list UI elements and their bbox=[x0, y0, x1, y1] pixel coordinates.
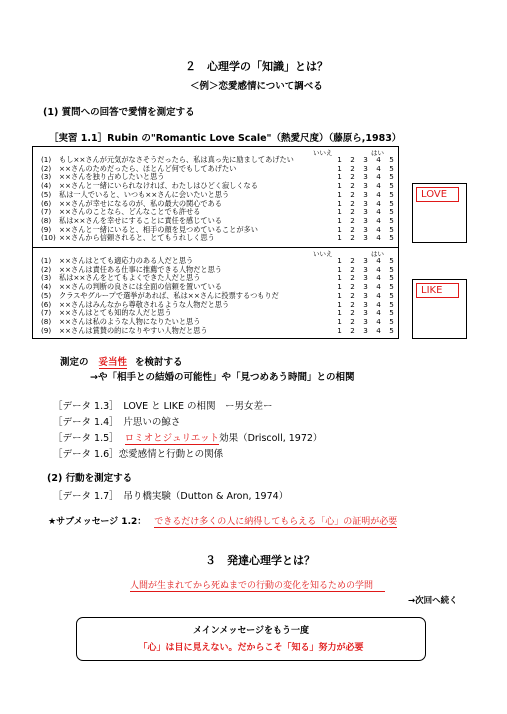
scale-option[interactable]: 2 bbox=[350, 198, 355, 208]
item-text: ××さんは私のような人物になりたいと思う bbox=[59, 316, 201, 326]
love-label: LOVE bbox=[416, 187, 459, 202]
scale-option[interactable]: 5 bbox=[389, 215, 394, 225]
scale-option[interactable]: 5 bbox=[389, 224, 394, 234]
scale-option[interactable]: 2 bbox=[350, 256, 355, 265]
scale-option[interactable]: 2 bbox=[350, 282, 355, 292]
section3-title: ３ 発達心理学とは？ bbox=[205, 554, 315, 567]
data13-line: ［データ 1.3］ LOVE と LIKE の相関 ー男女差ー bbox=[53, 401, 273, 412]
item-text: ××さんは賞賛の的になりやすい人物だと思う bbox=[59, 325, 208, 335]
item-number: (4) bbox=[41, 282, 52, 292]
item-text: ××さんの判断の良さには全面の信頼を置いている bbox=[59, 282, 222, 292]
scale-no-label: いいえ bbox=[313, 250, 333, 258]
item-number: (1) bbox=[41, 256, 52, 265]
scale-option[interactable]: 1 bbox=[337, 256, 342, 265]
item-scale-numbers[interactable] bbox=[333, 234, 398, 243]
item-text: 私は××さんを幸せにすることに責任を感じている bbox=[59, 215, 222, 225]
example-title: ＜例＞恋愛感情について調べる bbox=[190, 81, 323, 92]
scale-no-label: いいえ bbox=[313, 149, 333, 157]
data15-red: ロミオとジュリエット bbox=[124, 433, 220, 444]
scale-option[interactable]: 2 bbox=[350, 264, 355, 274]
item-text: ××さんが幸せになるのが、私の最大の関心である bbox=[59, 198, 222, 208]
scale-option[interactable]: 2 bbox=[350, 189, 355, 199]
like-label: LIKE bbox=[416, 283, 459, 298]
sub2-title: (2) 行動を測定する bbox=[47, 473, 133, 484]
scale-option[interactable]: 5 bbox=[389, 198, 394, 208]
item-text: ××さんは責任ある仕事に推薦できる人物だと思う bbox=[59, 264, 222, 274]
scale-option[interactable]: 2 bbox=[350, 325, 355, 335]
item-text: ××さんと一緒にいると、相手の顔を見つめていることが多い bbox=[59, 224, 258, 234]
validity-suffix: を検討する bbox=[135, 357, 183, 368]
like-scale-box bbox=[32, 247, 399, 339]
scale-option[interactable]: 4 bbox=[376, 198, 381, 208]
scale-option[interactable]: 3 bbox=[363, 273, 368, 283]
item-text: もし××さんが元気がなさそうだったら、私は真っ先に励ましてあげたい bbox=[59, 155, 294, 164]
item-text: ××さんと一緒にいられなければ、わたしはひどく寂しくなる bbox=[59, 181, 258, 191]
item-number: (6) bbox=[41, 299, 52, 309]
data16-line: ［データ 1.6］恋愛感情と行動との関係 bbox=[53, 449, 224, 460]
scale-option[interactable]: 3 bbox=[363, 282, 368, 292]
data15-prefix: ［データ 1.5］ bbox=[53, 433, 119, 444]
main-message-red: 「心」は目に見えない。だからこそ「知る」努力が必要 bbox=[138, 643, 364, 653]
item-number: (7) bbox=[41, 207, 52, 217]
scale-option[interactable]: 3 bbox=[363, 181, 368, 191]
scale-option[interactable]: 2 bbox=[350, 224, 355, 234]
scale-option[interactable]: 3 bbox=[363, 198, 368, 208]
scale-option[interactable]: 2 bbox=[350, 163, 355, 173]
scale-option[interactable]: 4 bbox=[376, 181, 381, 191]
scale-option[interactable]: 5 bbox=[389, 308, 394, 318]
item-number: (7) bbox=[41, 308, 52, 318]
sub1-title: (1) 質問への回答で愛情を測定する bbox=[43, 107, 195, 118]
scale-option[interactable]: 3 bbox=[363, 163, 368, 173]
scale-option[interactable]: 1 bbox=[337, 273, 342, 283]
scale-item bbox=[41, 234, 215, 243]
data15-suffix: 効果（Driscoll, 1972） bbox=[219, 433, 323, 444]
item-text: ××さんのことなら、どんなことでも許せる bbox=[59, 207, 201, 217]
scale-option[interactable]: 1 bbox=[337, 215, 342, 225]
scale-option[interactable]: 5 bbox=[389, 181, 394, 191]
scale-option[interactable]: 4 bbox=[376, 316, 381, 326]
scale-option[interactable]: 1 bbox=[337, 207, 342, 217]
next-time: →次回へ続く bbox=[408, 596, 458, 606]
scale-option[interactable]: 2 bbox=[350, 155, 355, 164]
scale-option[interactable]: 3 bbox=[363, 189, 368, 199]
scale-option[interactable]: 2 bbox=[350, 308, 355, 318]
scale-yes-label: はい bbox=[371, 149, 384, 157]
scale-option[interactable]: 5 bbox=[389, 325, 394, 335]
item-text: ××さんはとても知的な人だと思う bbox=[59, 308, 172, 318]
scale-option[interactable]: 4 bbox=[376, 264, 381, 274]
item-number: (5) bbox=[41, 290, 52, 300]
submsg-label: ★サブメッセージ 1.2： bbox=[48, 517, 147, 527]
scale-option[interactable]: 5 bbox=[389, 172, 394, 182]
scale-option[interactable]: 2 bbox=[350, 172, 355, 182]
scale-option[interactable]: 5 bbox=[389, 207, 394, 217]
scale-option[interactable]: 4 bbox=[376, 290, 381, 300]
scale-option[interactable]: 4 bbox=[376, 207, 381, 217]
scale-option[interactable]: 5 bbox=[389, 316, 394, 326]
submsg-red: できるだけ多くの人に納得してもらえる「心」の証明が必要 bbox=[154, 517, 398, 527]
scale-yes-label: はい bbox=[371, 250, 384, 258]
item-number: (9) bbox=[41, 224, 52, 234]
item-number: (8) bbox=[41, 316, 52, 326]
item-number: (6) bbox=[41, 198, 52, 208]
scale-option[interactable]: 4 bbox=[376, 189, 381, 199]
scale-option[interactable]: 3 bbox=[363, 290, 368, 300]
item-number: (2) bbox=[41, 163, 52, 173]
dev-definition: 人間が生まれてから死ぬまでの行動の変化を知るための学問 bbox=[130, 578, 385, 592]
scale-option[interactable]: 1 bbox=[337, 172, 342, 182]
scale-option[interactable]: 1 bbox=[337, 290, 342, 300]
item-text: ××さんを独り占めしたいと思う bbox=[59, 172, 165, 182]
section2-title: ２ 心理学の「知識」とは？ bbox=[185, 60, 328, 73]
scale-option[interactable]: 4 bbox=[376, 215, 381, 225]
scale-option[interactable]: 3 bbox=[363, 172, 368, 182]
item-number: (3) bbox=[41, 172, 52, 182]
main-message-title: メインメッセージをもう一度 bbox=[192, 626, 309, 636]
item-text: 私は××さんをとてもよくできた人だと思う bbox=[59, 273, 201, 283]
item-text: ××さんはとても適応力のある人だと思う bbox=[59, 256, 194, 265]
scale-option[interactable]: 2 bbox=[350, 316, 355, 326]
scale-option[interactable]: 1 bbox=[337, 224, 342, 234]
validity-word: 妥当性 bbox=[98, 357, 128, 368]
scale-option[interactable]: 2 bbox=[350, 181, 355, 191]
scale-option[interactable]: 4 bbox=[376, 172, 381, 182]
scale-option[interactable]: 3 bbox=[363, 155, 368, 164]
item-text: クラスやグループで選挙があれば、私は××さんに投票するつもりだ bbox=[59, 290, 279, 300]
scale-option[interactable]: 3 bbox=[363, 233, 368, 243]
scale-option[interactable]: 3 bbox=[363, 224, 368, 234]
item-scale-numbers[interactable] bbox=[333, 327, 398, 336]
scale-option[interactable]: 5 bbox=[389, 264, 394, 274]
scale-option[interactable]: 3 bbox=[363, 316, 368, 326]
scale-option[interactable]: 1 bbox=[337, 299, 342, 309]
item-number: (4) bbox=[41, 181, 52, 191]
item-text: 私は一人でいると、いつも××さんに会いたいと思う bbox=[59, 189, 230, 199]
scale-option[interactable]: 2 bbox=[350, 215, 355, 225]
data14-line: ［データ 1.4］ 片思いの鯨さ bbox=[53, 417, 181, 428]
scale-option[interactable]: 5 bbox=[389, 256, 394, 265]
main-message-box bbox=[76, 617, 426, 661]
scale-option[interactable]: 4 bbox=[376, 282, 381, 292]
scale-option[interactable]: 5 bbox=[389, 189, 394, 199]
item-number: (5) bbox=[41, 189, 52, 199]
scale-option[interactable]: 3 bbox=[363, 215, 368, 225]
scale-option[interactable]: 2 bbox=[350, 299, 355, 309]
scale-option[interactable]: 4 bbox=[376, 233, 381, 243]
scale-option[interactable]: 5 bbox=[389, 233, 394, 243]
validity-sub: →や「相手との結婚の可能性」や「見つめあう時間」との相関 bbox=[90, 372, 355, 383]
scale-option[interactable]: 4 bbox=[376, 299, 381, 309]
item-number: (1) bbox=[41, 155, 52, 164]
scale-option[interactable]: 5 bbox=[389, 282, 394, 292]
item-text: ××さんのためだったら、ほとんど何でもしてあげたい bbox=[59, 163, 237, 173]
scale-option[interactable]: 2 bbox=[350, 290, 355, 300]
scale-option[interactable]: 2 bbox=[350, 233, 355, 243]
practice-title: ［実習 1.1］Rubin の"Romantic Love Scale"（熱愛尺度）（藤原ら,1983） bbox=[49, 133, 402, 144]
data17-line: ［データ 1.7］ 吊り橋実験（Dutton & Aron, 1974） bbox=[53, 491, 289, 502]
scale-option[interactable]: 5 bbox=[389, 299, 394, 309]
validity-prefix: 測定の bbox=[60, 357, 89, 368]
item-number: (3) bbox=[41, 273, 52, 283]
scale-option[interactable]: 3 bbox=[363, 207, 368, 217]
scale-option[interactable]: 4 bbox=[376, 273, 381, 283]
like-answer-box bbox=[412, 279, 467, 339]
scale-option[interactable]: 4 bbox=[376, 155, 381, 164]
scale-option[interactable]: 1 bbox=[337, 189, 342, 199]
scale-option[interactable]: 4 bbox=[376, 224, 381, 234]
scale-option[interactable]: 1 bbox=[337, 264, 342, 274]
item-text: ××さんから信頼されると、とてもうれしく思う bbox=[59, 233, 215, 243]
scale-option[interactable]: 1 bbox=[337, 198, 342, 208]
scale-option[interactable]: 2 bbox=[350, 273, 355, 283]
item-number: (8) bbox=[41, 215, 52, 225]
validity-line bbox=[60, 354, 183, 368]
submsg-line bbox=[48, 514, 397, 527]
scale-option[interactable]: 3 bbox=[363, 299, 368, 309]
item-number: (9) bbox=[41, 325, 52, 335]
scale-option[interactable]: 2 bbox=[350, 207, 355, 217]
scale-option[interactable]: 1 bbox=[337, 316, 342, 326]
love-scale-box bbox=[32, 146, 399, 248]
scale-item bbox=[41, 327, 208, 336]
scale-option[interactable]: 1 bbox=[337, 282, 342, 292]
item-number: (2) bbox=[41, 264, 52, 274]
scale-option[interactable]: 1 bbox=[337, 308, 342, 318]
scale-option[interactable]: 1 bbox=[337, 181, 342, 191]
scale-option[interactable]: 5 bbox=[389, 273, 394, 283]
scale-option[interactable]: 4 bbox=[376, 325, 381, 335]
scale-option[interactable]: 3 bbox=[363, 256, 368, 265]
data15-line bbox=[53, 430, 322, 444]
scale-option[interactable]: 5 bbox=[389, 290, 394, 300]
scale-option[interactable]: 1 bbox=[337, 325, 342, 335]
scale-option[interactable]: 3 bbox=[363, 264, 368, 274]
scale-option[interactable]: 1 bbox=[337, 233, 342, 243]
scale-option[interactable]: 3 bbox=[363, 308, 368, 318]
scale-option[interactable]: 1 bbox=[337, 163, 342, 173]
scale-option[interactable]: 4 bbox=[376, 163, 381, 173]
scale-option[interactable]: 1 bbox=[337, 155, 342, 164]
scale-option[interactable]: 5 bbox=[389, 163, 394, 173]
scale-option[interactable]: 3 bbox=[363, 325, 368, 335]
scale-option[interactable]: 4 bbox=[376, 256, 381, 265]
item-text: ××さんはみんなから尊敬されるような人物だと思う bbox=[59, 299, 230, 309]
item-number: (10) bbox=[41, 233, 56, 243]
love-answer-box bbox=[412, 183, 467, 243]
scale-option[interactable]: 4 bbox=[376, 308, 381, 318]
scale-option[interactable]: 5 bbox=[389, 155, 394, 164]
